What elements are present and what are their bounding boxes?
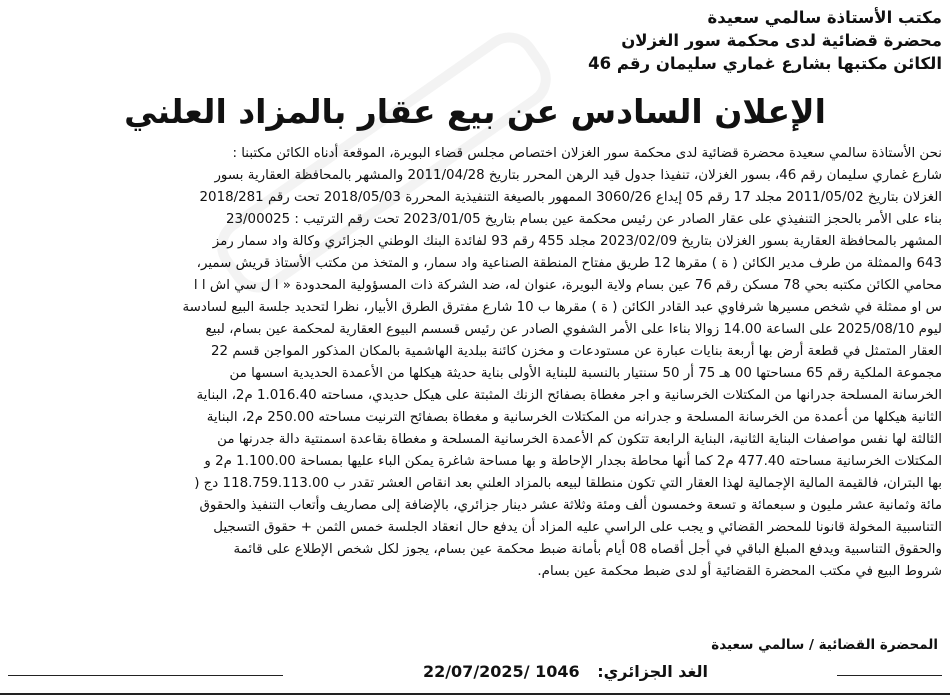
- office-name: مكتب الأستاذة سالمي سعيدة: [707, 8, 942, 27]
- bottom-divider: [0, 693, 950, 695]
- body-line: بناء على الأمر بالحجز التنفيذي على عقار الصادر عن رئيس محكمة عين بسام بتاريخ 2023/01/05 تحت رقم الترتيب : 23/00025: [226, 212, 942, 227]
- bailiff-header: [42, 6, 942, 75]
- body-line: العقار المتمثل في قطعة أرض بها أربعة بنايات عبارة عن مستودعات و مخزن كائنة ببلدية الهاشمية بالمكان المذكور المواجن قسم 22: [211, 344, 942, 359]
- body-line: 643 والممثلة من طرف مدير الكائن ( ة ) مقرها 12 طريق مفتاح المنطقة الصناعية واد سمار، و المتخذ من مكتب الأستاذ قريش سمير،: [196, 256, 942, 271]
- body-line: الثالثة لها نفس مواصفات البناية الثانية، البناية الرابعة تتكون كم الأعمدة الخرسانية المسلحة و مغطاة بقاعدة اسمنتية دالة جدرنها من: [217, 432, 942, 447]
- body-line: الغزلان بتاريخ 2011/05/02 مجلد 17 رقم 05 إيداع 3060/26 الممهور بالصيغة التنفيذية المحررة 2018/05/03 تحت رقم 2018/281: [199, 190, 942, 205]
- body-line: شارع غماري سليمان رقم 46، بسور الغزلان، تنفيذا جدول قيد الرهن المحرر بتاريخ 2011/04/28 والمشهر بالمحافظة العقارية بسور: [214, 168, 942, 183]
- issue-date: 22/07/2025/ 1046: [422, 662, 580, 681]
- body-line: شروط البيع في مكتب المحضرة القضائية أو لدى ضبط محكمة عين بسام.: [537, 564, 942, 579]
- footer-rule-left: [8, 675, 283, 676]
- body-line: نحن الأستاذة سالمي سعيدة محضرة قضائية لدى محكمة سور الغزلان اختصاص مجلس قضاء البويرة، الموقعة أدناه الكائن مكتبنا :: [232, 146, 942, 161]
- body-line: الثانية هيكلها من أعمدة من الخرسانة المسلحة و جدرانه من المكتلات الخرسانية و مغطاة بصفائح الترنيت مساحته 250.00 م2، البناية: [206, 410, 942, 425]
- footer-rule-right: [837, 675, 942, 676]
- body-line: س او ممثلة في شخص مسيرها شرفاوي عبد القادر الكائن ( ة ) مقرها ب 10 شارع مفترق الطرق الأبيار، نظرا لتحديد جلسة البيع لسادسة: [182, 300, 942, 315]
- announcement-body: [10, 143, 942, 583]
- body-line: مجموعة الملكية رقم 65 مساحتها 00 هـ 75 أر 50 سنتيار بالنسبة للبناية الأولى بناية حديثة هيكلها من الأعمدة الحديدية اسسها من: [229, 366, 942, 381]
- body-line: بها البتران، فالقيمة المالية الإجمالية لهذا العقار التي تكون منطلقا لبيعه بالمزاد العلني بعد انقاص العشر تقدر ب 118.759.113.00 دج (: [194, 476, 942, 491]
- body-line: ليوم 2025/08/10 على الساعة 14.00 زوالا بناءا على الأمر الشفوي الصادر عن رئيس قسسم البيوع العقارية لمحكمة عين بسام، لبيع: [205, 322, 942, 337]
- publication-info: [293, 662, 838, 681]
- body-line: المشهر بالمحافظة العقارية بسور الغزلان بتاريخ 2023/02/09 مجلد 455 رقم 93 لفائدة البنك الوطني الجزائري وكالة واد سمار رمز: [212, 234, 942, 249]
- announcement-title: الإعلان السادس عن بيع عقار بالمزاد العلني: [124, 92, 826, 131]
- office-role: محضرة قضائية لدى محكمة سور الغزلان: [621, 31, 942, 50]
- body-line: محامي الكائن مكتبه بحي 78 مسكن رقم 76 عين بسام ولاية البويرة، عنوان له، ضد الشركة ذات المسؤولية المحدودة « ا ل سي اش ا ا: [193, 278, 942, 293]
- body-line: والحقوق التناسبية ويدفع المبلغ الباقي في أجل أقصاه 08 أيام بأمانة ضبط محكمة عين بسام، يجوز لكل شخص الإطلاع على قائمة: [233, 542, 942, 557]
- body-line: المكتلات الخرسانية مساحته 477.40 م2 كما أنها محاطة بجدار الإحاطة و بها مساحة شاغرة يمكن الباء عليها بمساحة 1.100.00 م2 و: [204, 454, 942, 469]
- office-address: الكائن مكتبها بشارع غماري سليمان رقم 46: [588, 54, 942, 73]
- body-line: الخرسانة المسلحة جدرانها من المكتلات الخرسانية و اجر مغطاة بصفائح الزنك المثبتة على هيكل حديدي، مساحته 1.016.40 م2، البناية: [196, 388, 942, 403]
- publication-footer: [8, 662, 942, 688]
- body-line: مائة وثمانية عشر مليون و سبعمائة و تسعة وخمسون ألف ومئة وثلاثة عشر دينار جزائري، بالإضافة إلى مصاريف وأتعاب التنفيذ والحقوق: [199, 498, 942, 513]
- body-line: التناسبية المخولة قانونا للمحضر القضائي و يجب على الراسي عليه المزاد أن يدفع حال انعقاد الجلسة خمس الثمن + حقوق التسجيل: [213, 520, 942, 535]
- newspaper-name: الغد الجزائري:: [597, 662, 709, 681]
- bailiff-signature: المحضرة القضائية / سالمي سعيدة: [711, 637, 938, 653]
